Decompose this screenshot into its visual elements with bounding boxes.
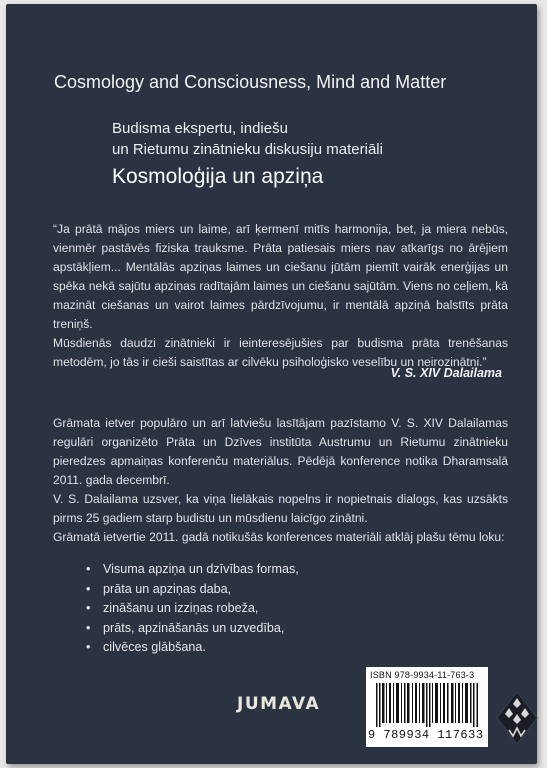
quote-paragraph-1: “Ja prātā mājos miers un laime, arī ķermenī mitīs harmonija, bet, ja miera nebūs, vienmēr pastāvēs fiziska trauksme. Prāta patiesais miers nav atkarīgs no ārējiem apstākļiem... Mentālās apziņas laimes un ciešanu jūtām piemīt vairāk enerģijas un spēka nekā sajūtu apziņas radītajām laimes un ciešanu sajūtām. Viens no ceļiem, kā mazināt ciešanas un vairot laimes pārdzīvojumu, ir mentālā apziņā balstīts prāta treniņš. — [53, 222, 508, 331]
barcode-bars — [376, 683, 480, 727]
quote-paragraph-2: Mūsdienās daudzi zinātnieki ir ieinteresējušies par budisma prāta trenēšanas metodēm, jo tās ir cieši saistītas ar cilvēku psiholoģisko veselību un neirozinātni.” — [53, 336, 508, 369]
subtitle-line-2: un Rietumu zinātnieku diskusiju materiāli — [112, 141, 383, 158]
topic-item: • prāts, apzināšanās un uzvedība, — [86, 619, 299, 639]
topic-item: • prāta un apziņas daba, — [86, 580, 299, 600]
latvian-title: Kosmoloģija un apziņa — [112, 165, 324, 188]
english-title: Cosmology and Consciousness, Mind and Matter — [54, 72, 447, 92]
isbn-barcode — [366, 667, 488, 747]
description-paragraph-2: V. S. Dalailama uzsver, ka viņa lielākais nopelns ir nopietnais dialogs, kas uzsākts pirms 25 gadiem starp budistu un mūsdienu laicīgo zinātni. — [53, 492, 508, 525]
description-paragraph-3: Grāmatā ietvertie 2011. gadā notikušās konferences materiāli atklāj plašu tēmu loku: — [53, 530, 505, 544]
ean-digits: 9 789934 117633 — [368, 728, 484, 742]
publisher-name: JUMAVA — [237, 694, 321, 714]
description-paragraph-1: Grāmata ietver populāro un arī latviešu lasītājam pazīstamo V. S. XIV Dalailamas regulāri organizēto Prāta un Dzīves institūta Austrumu un Rietumu zinātnieku pieredzes apmaiņas konferenču materiālus. Pēdējā konference notika Dharamsalā 2011. gada decembrī. — [53, 416, 508, 487]
isbn-label: ISBN 978-9934-11-763-3 — [370, 670, 475, 680]
dalai-lama-quote — [53, 220, 508, 372]
topic-item: • cilvēces glābšana. — [86, 638, 299, 658]
topic-item: • Visuma apziņa un dzīvības formas, — [86, 560, 299, 580]
topic-item: • zināšanu un izziņas robeža, — [86, 599, 299, 619]
back-cover — [6, 4, 537, 764]
quote-author: V. S. XIV Dalailama — [390, 366, 502, 380]
subtitle-line-1: Budisma ekspertu, indiešu — [112, 120, 288, 137]
topics-list — [86, 560, 299, 658]
book-description — [53, 414, 508, 547]
publisher-logo-icon — [493, 684, 541, 754]
